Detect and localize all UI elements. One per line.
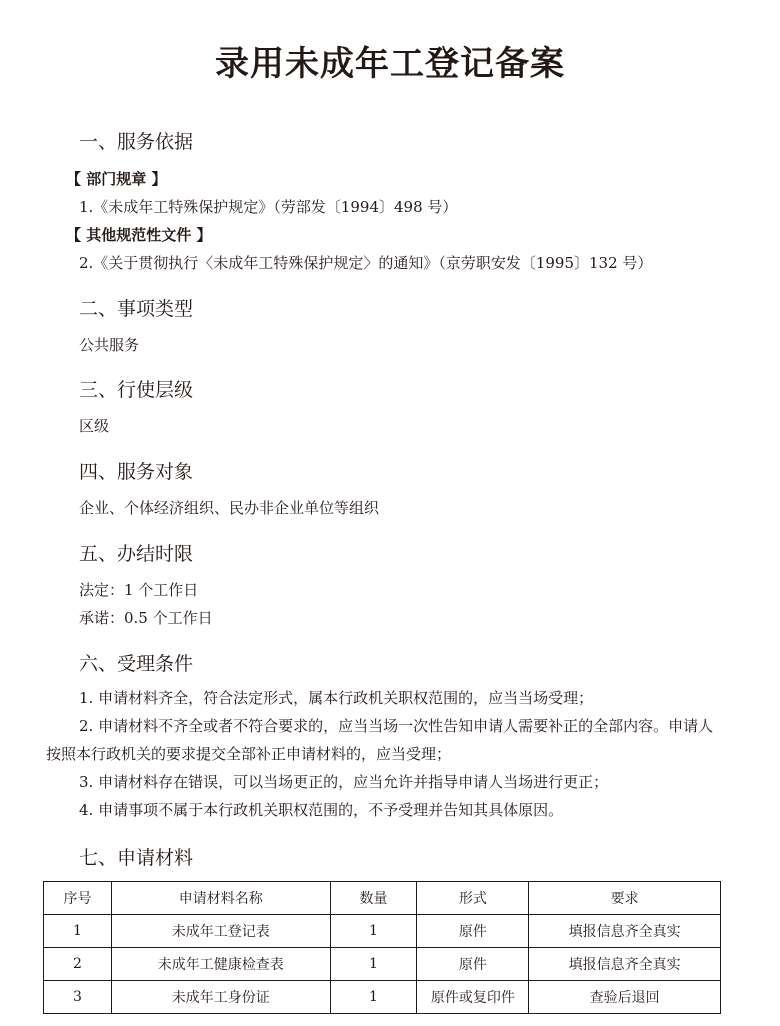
target-value: 企业、个体经济组织、民办非企业单位等组织 — [79, 499, 380, 517]
section-heading-target: 四、服务对象 — [79, 461, 194, 483]
table-cell: 填报信息齐全真实 — [529, 915, 721, 948]
level-value: 区级 — [79, 417, 110, 435]
table-cell: 未成年工身份证 — [111, 981, 330, 1014]
table-row — [44, 981, 721, 1014]
table-cell: 1 — [44, 915, 112, 948]
table-cell: 未成年工健康检查表 — [111, 948, 330, 981]
condition-item: 1. 申请材料齐全，符合法定形式，属本行政机关职权范围的，应当当场受理； — [79, 689, 594, 707]
table-cell: 1 — [330, 915, 417, 948]
page-title: 录用未成年工登记备案 — [215, 44, 565, 84]
table-cell: 未成年工登记表 — [111, 915, 330, 948]
column-header-form: 形式 — [417, 882, 529, 915]
condition-item: 4. 申请事项不属于本行政机关职权范围的，不予受理并告知其具体原因。 — [79, 801, 564, 819]
table-header-row — [44, 882, 721, 915]
condition-item: 3. 申请材料存在错误，可以当场更正的，应当允许并指导申请人当场进行更正； — [79, 773, 609, 791]
table-cell: 1 — [330, 948, 417, 981]
conditions-list — [46, 684, 722, 824]
table-cell: 原件 — [417, 915, 529, 948]
table-cell: 填报信息齐全真实 — [529, 948, 721, 981]
section-heading-basis: 一、服务依据 — [79, 131, 194, 153]
column-header-index: 序号 — [44, 882, 112, 915]
section-heading-level: 三、行使层级 — [79, 379, 194, 401]
section-heading-type: 二、事项类型 — [79, 298, 194, 320]
column-header-quantity: 数量 — [330, 882, 417, 915]
column-header-requirement: 要求 — [529, 882, 721, 915]
table-cell: 原件或复印件 — [417, 981, 529, 1014]
section-heading-conditions: 六、受理条件 — [79, 653, 194, 675]
condition-item: 2. 申请材料不齐全或者不符合要求的，应当当场一次性告知申请人需要补正的全部内容。申请人按照本行政机关的要求提交全部补正申请材料的，应当受理； — [46, 717, 714, 763]
table-cell: 1 — [330, 981, 417, 1014]
materials-table — [43, 881, 721, 1014]
subheading-department-rules: 【 部门规章 】 — [66, 170, 167, 188]
subheading-other-documents: 【 其他规范性文件 】 — [66, 226, 212, 244]
table-row — [44, 915, 721, 948]
table-cell: 查验后退回 — [529, 981, 721, 1014]
table-cell: 2 — [44, 948, 112, 981]
table-row — [44, 948, 721, 981]
section-heading-materials: 七、申请材料 — [79, 847, 194, 869]
basis-item-1: 1.《未成年工特殊保护规定》（劳部发〔1994〕498 号） — [79, 198, 458, 216]
table-cell: 原件 — [417, 948, 529, 981]
time-legal: 法定：1 个工作日 — [79, 581, 199, 599]
section-heading-time-limit: 五、办结时限 — [79, 543, 194, 565]
type-value: 公共服务 — [79, 336, 140, 354]
column-header-name: 申请材料名称 — [111, 882, 330, 915]
table-cell: 3 — [44, 981, 112, 1014]
time-promise: 承诺：0.5 个工作日 — [79, 609, 213, 627]
basis-item-2: 2.《关于贯彻执行〈未成年工特殊保护规定〉的通知》（京劳职安发〔1995〕132 号） — [79, 254, 653, 272]
